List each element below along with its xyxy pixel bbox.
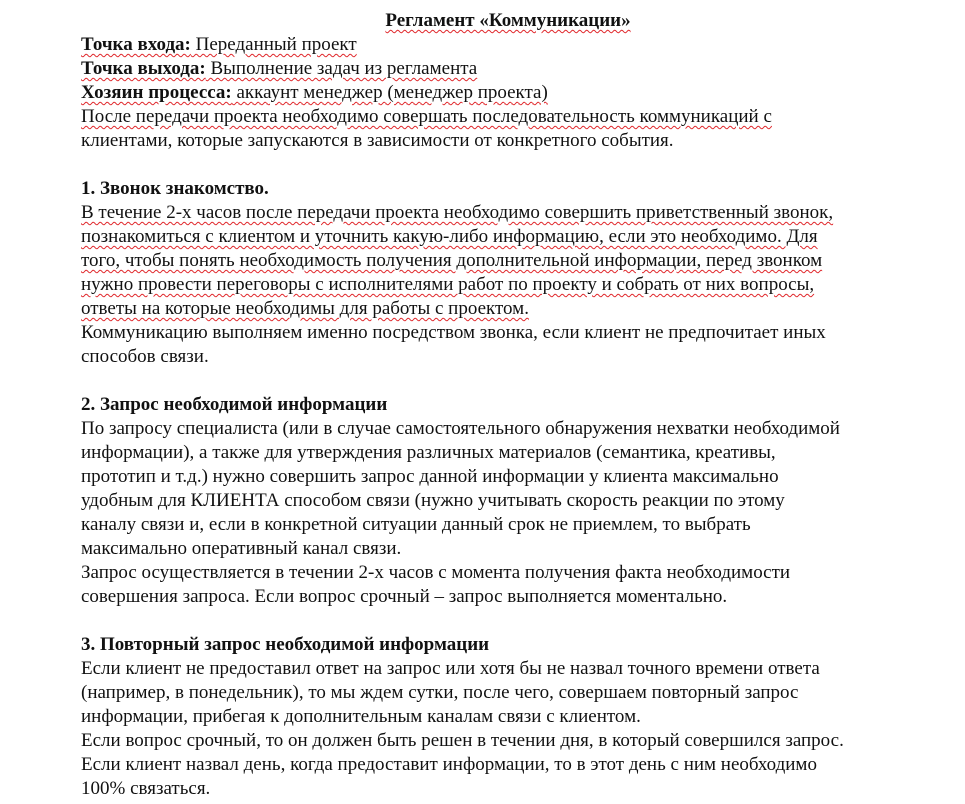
- section-text: нужно провести переговоры с исполнителями работ по проекту и собрать от них вопросы,: [81, 274, 815, 295]
- section-line: Запрос осуществляется в течении 2-х часов с момента получения факта необходимости: [81, 562, 791, 583]
- meta-label: Точка выхода:: [81, 58, 206, 79]
- section-line: По запросу специалиста (или в случае самостоятельного обнаружения нехватки необходимой: [81, 418, 840, 439]
- section-text: Коммуникацию выполняем именно посредством звонка, если клиент не предпочитает иных: [81, 322, 826, 343]
- intro-text: После передачи проекта необходимо совершать последовательность коммуникаций с: [81, 106, 772, 127]
- meta-value: аккаунт менеджер (менеджер проекта): [231, 82, 548, 103]
- section-line: максимально оперативный канал связи.: [81, 538, 402, 559]
- section-heading: 2. Запрос необходимой информации: [81, 394, 388, 415]
- section-line: [81, 321, 941, 345]
- spacer: [81, 153, 941, 177]
- meta-process-owner: [81, 81, 941, 105]
- meta-exit-point: [81, 57, 941, 81]
- section-line: прототип и т.д.) нужно совершить запрос данной информации у клиента максимально: [81, 466, 779, 487]
- document-title-text: Регламент «Коммуникации»: [385, 10, 631, 31]
- section-line: 100% связаться.: [81, 778, 211, 799]
- section-line: информации, прибегая к дополнительным каналам связи с клиентом.: [81, 706, 641, 727]
- section-line: (например, в понедельник), то мы ждем сутки, после чего, совершаем повторный запрос: [81, 682, 799, 703]
- section-line: удобным для КЛИЕНТА способом связи (нужно учитывать скорость реакции по этому: [81, 490, 785, 511]
- section-line: информации), а также для утверждения различных материалов (семантика, креативы,: [81, 442, 776, 463]
- meta-label: Хозяин процесса:: [81, 82, 232, 103]
- section-text: того, чтобы понять необходимость получения дополнительной информации, перед звонком: [81, 250, 823, 271]
- section-heading: 3. Повторный запрос необходимой информации: [81, 634, 490, 655]
- section-line: [81, 201, 941, 225]
- spacer: [81, 369, 941, 393]
- intro-line: [81, 105, 941, 129]
- meta-label: Точка входа:: [81, 34, 191, 55]
- section-line: [81, 273, 941, 297]
- meta-value: Переданный проект: [190, 34, 357, 55]
- document-page: [81, 9, 941, 801]
- section-line: совершения запроса. Если вопрос срочный – запрос выполняется моментально.: [81, 586, 728, 607]
- meta-entry-point: [81, 33, 941, 57]
- section-line: Если клиент не предоставил ответ на запрос или хотя бы не назвал точного времени ответа: [81, 658, 820, 679]
- section-line: [81, 225, 941, 249]
- document-title: [75, 9, 941, 33]
- intro-text: клиентами, которые запускаются в зависимости от конкретного события.: [81, 130, 674, 151]
- meta-value: Выполнение задач из регламента: [205, 58, 478, 79]
- intro-line: [81, 129, 941, 153]
- section-line: Если вопрос срочный, то он должен быть решен в течении дня, в который совершился запрос.: [81, 730, 844, 751]
- section-line: [81, 297, 941, 321]
- section-line: [81, 345, 941, 369]
- section-heading: 1. Звонок знакомство.: [81, 178, 269, 199]
- section-line: Если клиент назвал день, когда предоставит информации, то в этот день с ним необходимо: [81, 754, 817, 775]
- section-text: ответы на которые необходимы для работы с проектом.: [81, 298, 529, 319]
- section-line: [81, 249, 941, 273]
- section-text: В течение 2-х часов после передачи проекта необходимо совершить приветственный звонок,: [81, 202, 834, 223]
- section-text: способов связи.: [81, 346, 209, 367]
- spacer: [81, 609, 941, 633]
- section-text: познакомиться с клиентом и уточнить какую-либо информацию, если это необходимо. Для: [81, 226, 818, 247]
- section-line: каналу связи и, если в конкретной ситуации данный срок не приемлем, то выбрать: [81, 514, 751, 535]
